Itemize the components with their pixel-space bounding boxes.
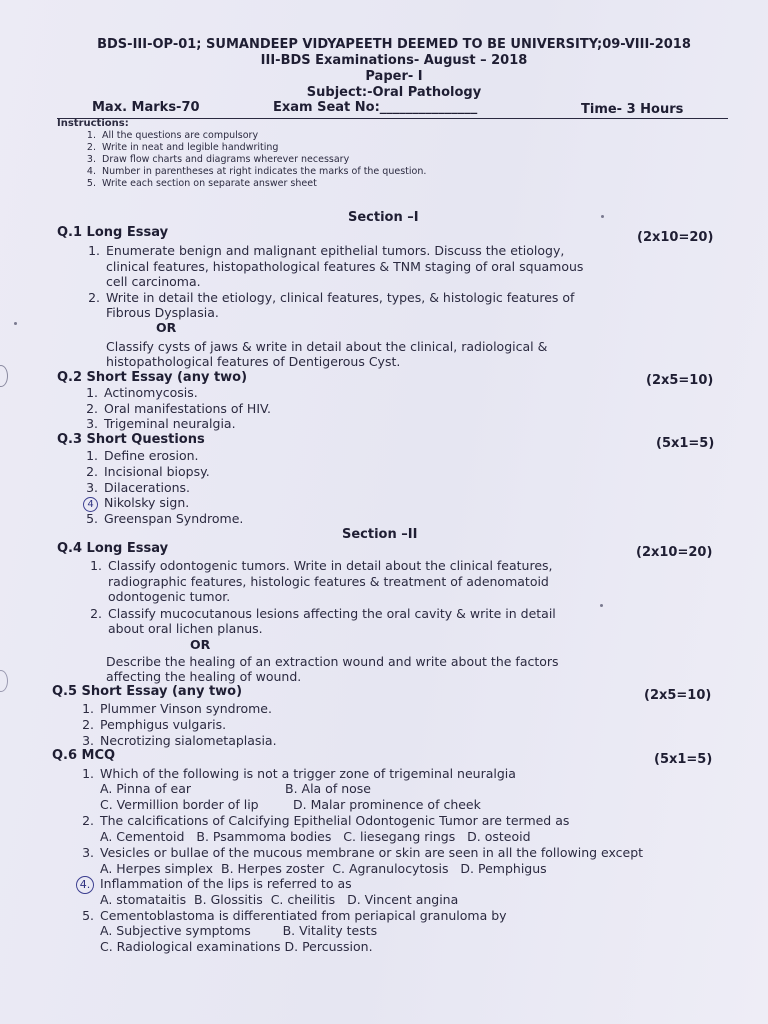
q1-item-1-line-3: cell carcinoma. [106,274,201,289]
scan-speck [14,322,17,325]
q4-title: Q.4 Long Essay [57,541,169,556]
q3-item: 4 Nikolsky sign. [74,495,189,512]
q6-title: Q.6 MCQ [52,748,116,763]
instructions-title: Instructions: [57,118,129,129]
mcq-question-2: 2. The calcifications of Calcifying Epithelial Odontogenic Tumor are termed as [82,813,570,828]
mcq-1-option-c: C. Vermillion border of lip [100,797,259,812]
section-two-heading: Section –II [342,527,418,542]
q4-alternative-line-2: affecting the healing of wound. [106,669,302,684]
q3-item: 3. Dilacerations. [86,480,191,495]
exam-title: III-BDS Examinations- August – 2018 [260,53,528,68]
q4-item-1: 1. Classify odontogenic tumors. Write in detail about the clinical features, [90,558,553,573]
punch-hole-mark [0,670,8,692]
mcq-4-options: A. stomataitis B. Glossitis C. cheilitis D. Vincent angina [100,892,459,907]
instruction-item: 1. All the questions are compulsory [86,130,259,141]
mcq-3-options: A. Herpes simplex B. Herpes zoster C. Agranulocytosis D. Pemphigus [100,861,547,876]
mcq-1-option-a: A. Pinna of ear [100,781,192,796]
mcq-1-option-b: B. Ala of nose [285,781,371,796]
q1-alternative-line-2: histopathological features of Dentigerous Cyst. [106,354,401,369]
q5-marks: (2x5=10) [644,688,712,703]
circled-number-annotation: 4. [76,876,94,894]
max-marks: Max. Marks-70 [92,100,200,115]
mcq-5-options-line-1: A. Subjective symptoms B. Vitality tests [100,923,378,938]
header-rule [57,118,728,119]
q5-item: 2. Pemphigus vulgaris. [82,717,227,732]
university-header: BDS-III-OP-01; SUMANDEEP VIDYAPEETH DEEMED TO BE UNIVERSITY;09-VIII-2018 [97,37,691,52]
exam-seat-no: Exam Seat No:_______________ [273,100,478,115]
q1-marks: (2x10=20) [637,230,714,245]
circled-number-annotation: 4 [83,497,98,512]
q1-item-2-line-2: Fibrous Dysplasia. [106,305,219,320]
q1-item-2: 2. Write in detail the etiology, clinical features, types, & histologic features of [88,290,575,305]
q1-item-1: 1. Enumerate benign and malignant epithelial tumors. Discuss the etiology, [88,243,565,258]
q5-title: Q.5 Short Essay (any two) [52,684,243,699]
instruction-item: 4. Number in parentheses at right indicates the marks of the question. [86,166,427,177]
mcq-1-option-d: D. Malar prominence of cheek [293,797,481,812]
mcq-question-4: 4. Inflammation of the lips is referred to as [70,876,352,894]
q5-item: 3. Necrotizing sialometaplasia. [82,733,277,748]
q4-marks: (2x10=20) [636,545,713,560]
instruction-item: 5. Write each section on separate answer sheet [86,178,317,189]
instruction-item: 2. Write in neat and legible handwriting [86,142,279,153]
instruction-item: 3. Draw flow charts and diagrams wherever necessary [86,154,350,165]
time-allowed: Time- 3 Hours [581,102,684,117]
punch-hole-mark [0,365,8,387]
q1-title: Q.1 Long Essay [57,225,169,240]
mcq-question-5: 5. Cementoblastoma is differentiated from periapical granuloma by [82,908,507,923]
q1-item-1-line-2: clinical features, histopathological features & TNM staging of oral squamous [106,259,584,274]
mcq-question-3: 3. Vesicles or bullae of the mucous membrane or skin are seen in all the following except [82,845,644,860]
mcq-2-options: A. Cementoid B. Psammoma bodies C. liesegang rings D. osteoid [100,829,531,844]
q6-marks: (5x1=5) [654,752,713,767]
q3-marks: (5x1=5) [656,436,715,451]
q4-item-2-line-2: about oral lichen planus. [108,621,263,636]
q2-marks: (2x5=10) [646,373,714,388]
mcq-question-1: 1. Which of the following is not a trigger zone of trigeminal neuralgia [82,766,516,781]
q4-or: OR [190,637,211,652]
subject-line: Subject:-Oral Pathology [306,85,482,100]
mcq-5-options-line-2: C. Radiological examinations D. Percussion. [100,939,373,954]
q1-alternative: Classify cysts of jaws & write in detail about the clinical, radiological & [106,339,548,354]
scan-speck [601,215,604,218]
q2-item: 1. Actinomycosis. [86,385,198,400]
q2-item: 2. Oral manifestations of HIV. [86,401,271,416]
q4-alternative: Describe the healing of an extraction wound and write about the factors [106,654,559,669]
q3-item: 1. Define erosion. [86,448,199,463]
q3-title: Q.3 Short Questions [57,432,205,447]
paper-number: Paper- I [365,69,423,84]
q5-item: 1. Plummer Vinson syndrome. [82,701,272,716]
section-one-heading: Section –I [348,210,419,225]
q2-title: Q.2 Short Essay (any two) [57,370,248,385]
q3-item: 2. Incisional biopsy. [86,464,210,479]
q2-item: 3. Trigeminal neuralgia. [86,416,236,431]
q4-item-1-line-2: radiographic features, histologic features & treatment of adenomatoid [108,574,549,589]
q3-item: 5. Greenspan Syndrome. [86,511,244,526]
q4-item-1-line-3: odontogenic tumor. [108,589,231,604]
scan-speck [600,604,603,607]
q1-or: OR [156,320,177,335]
q4-item-2: 2. Classify mucocutanous lesions affecting the oral cavity & write in detail [90,606,556,621]
